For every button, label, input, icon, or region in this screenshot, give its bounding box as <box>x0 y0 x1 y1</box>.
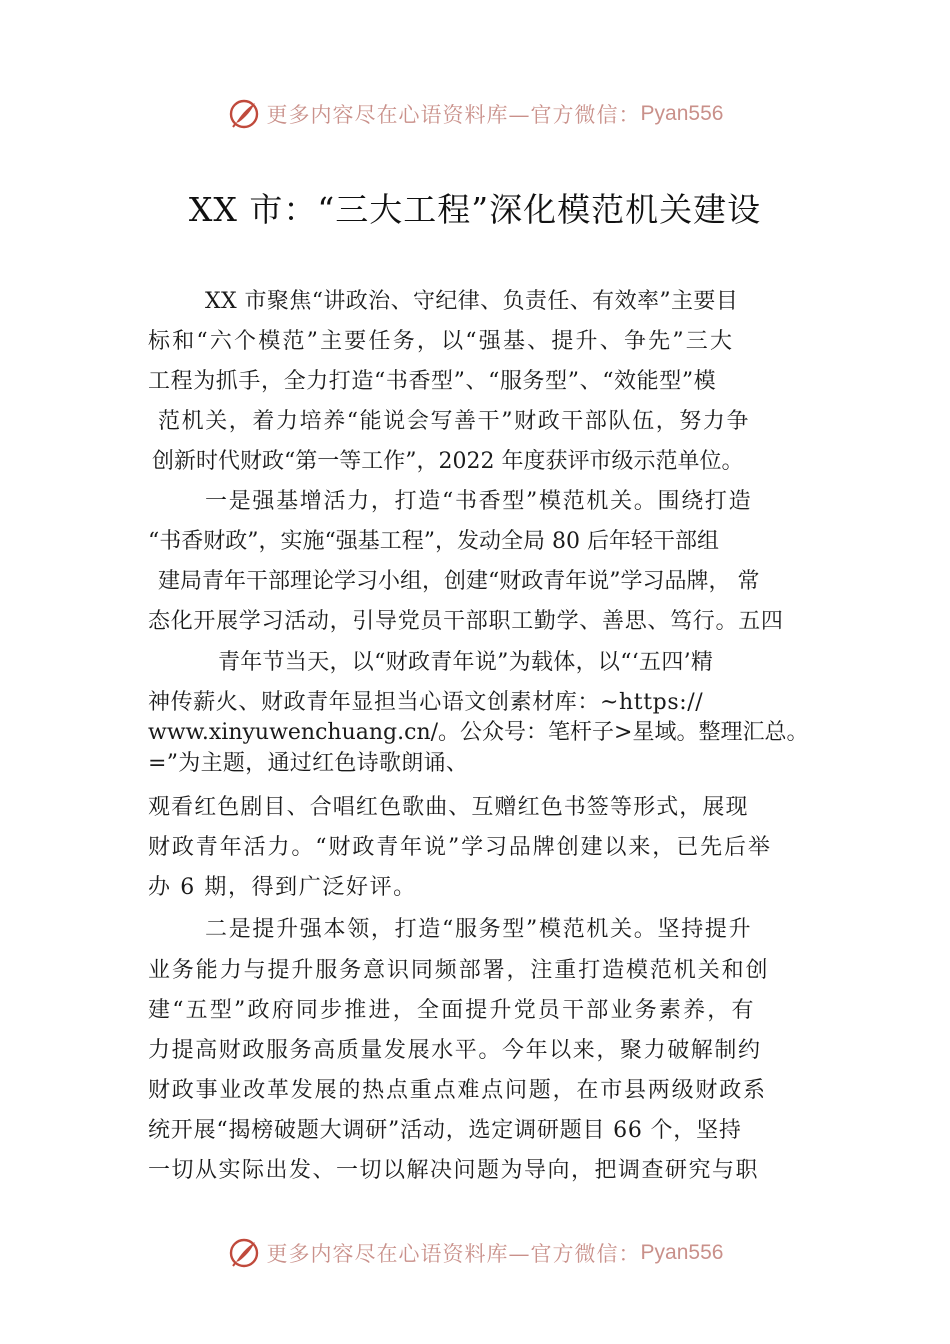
watermark-banner-bottom <box>0 1231 950 1275</box>
body-line: 创新时代财政“第一等工作”，2022 年度获评市级示范单位。 <box>152 449 744 474</box>
body-line: 办 6 期，得到广泛好评。 <box>148 875 417 900</box>
feather-pen-logo-icon <box>227 97 261 131</box>
body-line: 力提高财政服务高质量发展水平。今年以来，聚力破解制约 <box>148 1038 762 1063</box>
body-line: 标和“六个模范”主要任务，以“强基、提升、争先”三大 <box>148 329 735 354</box>
body-line: 业务能力与提升服务意识同频部署，注重打造模范机关和创 <box>148 958 770 983</box>
body-line: 态化开展学习活动，引导党员干部职工勤学、善思、笃行。五四 <box>148 609 784 634</box>
document-title: XX 市：“三大工程”深化模范机关建设 <box>188 190 762 229</box>
body-line: 范机关，着力培养“能说会写善干”财政干部队伍，努力争 <box>158 409 751 434</box>
feather-pen-logo-icon <box>227 1236 261 1270</box>
body-line: XX 市聚焦“讲政治、守纪律、负责任、有效率”主要目 <box>205 289 739 314</box>
watermark-banner-top <box>0 92 950 136</box>
body-line: 一切从实际出发、一切以解决问题为导向，把调查研究与职 <box>148 1158 760 1183</box>
body-line: 统开展“揭榜破题大调研”活动，选定调研题目 66 个，坚持 <box>148 1118 742 1143</box>
watermark-wechat-id: Pyan556 <box>640 1241 724 1264</box>
body-line: 建“五型”政府同步推进，全面提升党员干部业务素养，有 <box>148 998 756 1023</box>
watermark-text: 更多内容尽在心语资料库—官方微信： <box>266 103 641 127</box>
body-line: =”为主题，通过红色诗歌朗诵、 <box>148 751 469 776</box>
body-line: 神传薪火、财政青年显担当心语文创素材库：~https:// <box>148 690 704 715</box>
body-line: 青年节当天，以“财政青年说”为载体，以“‘五四’精 <box>218 650 714 675</box>
body-line: 建局青年干部理论学习小组，创建“财政青年说”学习品牌， 常 <box>158 569 760 594</box>
body-line: 一是强基增活力，打造“书香型”模范机关。围绕打造 <box>205 489 753 514</box>
body-line: 观看红色剧目、合唱红色歌曲、互赠红色书签等形式，展现 <box>148 795 749 820</box>
watermark-text: 更多内容尽在心语资料库—官方微信： <box>266 1242 641 1266</box>
body-line: 二是提升强本领，打造“服务型”模范机关。坚持提升 <box>205 917 753 942</box>
body-line: “书香财政”，实施“强基工程”，发动全局 80 后年轻干部组 <box>148 529 719 554</box>
body-line: 财政事业改革发展的热点重点难点问题，在市县两级财政系 <box>148 1078 767 1103</box>
body-line: 财政青年活力。“财政青年说”学习品牌创建以来，已先后举 <box>148 835 772 860</box>
body-line: 工程为抓手，全力打造“书香型”、“服务型”、“效能型”模 <box>148 369 717 394</box>
watermark-wechat-id: Pyan556 <box>640 102 724 125</box>
body-line: www.xinyuwenchuang.cn/。公众号：笔杆子>星域。整理汇总。 <box>148 720 809 745</box>
